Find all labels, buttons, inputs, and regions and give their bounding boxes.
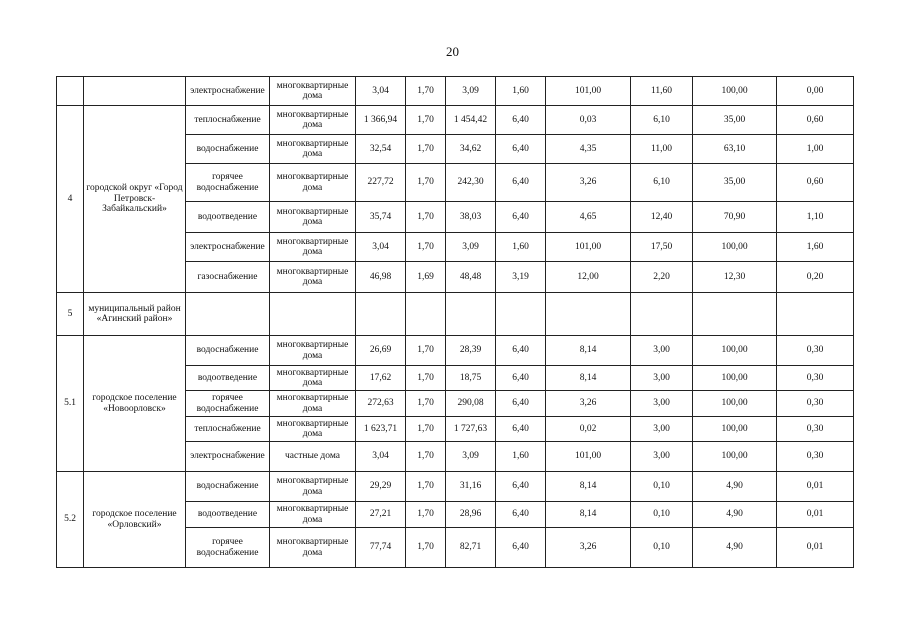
empty-cell (777, 293, 854, 336)
municipality-cell: городское поселение «Новоорловск» (84, 336, 186, 472)
value-cell: 1,10 (777, 202, 854, 233)
value-cell: 0,10 (631, 472, 693, 502)
value-cell: 29,29 (356, 472, 406, 502)
service-cell: водоотведение (186, 202, 270, 233)
value-cell: 6,10 (631, 164, 693, 202)
service-cell: водоснабжение (186, 135, 270, 164)
value-cell: 1,70 (406, 77, 446, 106)
empty-cell (693, 293, 777, 336)
page-number: 20 (446, 44, 459, 59)
value-cell: 0,03 (546, 106, 631, 135)
value-cell: 0,00 (777, 77, 854, 106)
value-cell: 101,00 (546, 233, 631, 262)
value-cell: 3,00 (631, 417, 693, 442)
value-cell: 0,30 (777, 391, 854, 417)
table-row (57, 77, 854, 106)
housing-type-cell: многоквартирные дома (270, 202, 356, 233)
value-cell: 0,20 (777, 262, 854, 293)
value-cell: 11,60 (631, 77, 693, 106)
value-cell: 3,00 (631, 366, 693, 391)
value-cell: 1,60 (496, 233, 546, 262)
value-cell: 6,40 (496, 164, 546, 202)
value-cell: 1,70 (406, 528, 446, 568)
municipality-cell (84, 77, 186, 106)
value-cell: 100,00 (693, 233, 777, 262)
value-cell: 6,40 (496, 135, 546, 164)
value-cell: 1,60 (496, 77, 546, 106)
value-cell: 35,00 (693, 106, 777, 135)
value-cell: 1,60 (777, 233, 854, 262)
row-number-cell (57, 77, 84, 106)
service-cell: газоснабжение (186, 262, 270, 293)
value-cell: 0,30 (777, 366, 854, 391)
empty-cell (356, 293, 406, 336)
value-cell: 1,70 (406, 391, 446, 417)
value-cell: 1,00 (777, 135, 854, 164)
service-cell: электроснабжение (186, 77, 270, 106)
table-row (57, 106, 854, 135)
value-cell: 1,70 (406, 366, 446, 391)
value-cell: 3,00 (631, 442, 693, 472)
service-cell: теплоснабжение (186, 106, 270, 135)
value-cell: 1,70 (406, 336, 446, 366)
service-cell: водоотведение (186, 502, 270, 528)
row-number-cell: 5.2 (57, 472, 84, 568)
value-cell: 3,04 (356, 77, 406, 106)
value-cell: 3,09 (446, 442, 496, 472)
value-cell: 1,70 (406, 233, 446, 262)
value-cell: 12,40 (631, 202, 693, 233)
value-cell: 242,30 (446, 164, 496, 202)
value-cell: 38,03 (446, 202, 496, 233)
service-cell: теплоснабжение (186, 417, 270, 442)
value-cell: 1 454,42 (446, 106, 496, 135)
value-cell: 272,63 (356, 391, 406, 417)
housing-type-cell: частные дома (270, 442, 356, 472)
value-cell: 227,72 (356, 164, 406, 202)
housing-type-cell: многоквартирные дома (270, 502, 356, 528)
value-cell: 0,30 (777, 336, 854, 366)
value-cell: 1,70 (406, 135, 446, 164)
value-cell: 0,30 (777, 442, 854, 472)
municipality-cell: городской округ «Город Петровск-Забайкальский» (84, 106, 186, 293)
value-cell: 17,62 (356, 366, 406, 391)
value-cell: 0,02 (546, 417, 631, 442)
municipality-cell: городское поселение «Орловский» (84, 472, 186, 568)
value-cell: 3,26 (546, 164, 631, 202)
value-cell: 0,01 (777, 502, 854, 528)
value-cell: 3,04 (356, 233, 406, 262)
value-cell: 290,08 (446, 391, 496, 417)
value-cell: 46,98 (356, 262, 406, 293)
value-cell: 1,60 (496, 442, 546, 472)
value-cell: 1,70 (406, 106, 446, 135)
value-cell: 4,35 (546, 135, 631, 164)
value-cell: 3,00 (631, 336, 693, 366)
value-cell: 1 623,71 (356, 417, 406, 442)
value-cell: 3,09 (446, 77, 496, 106)
table-row (57, 336, 854, 366)
value-cell: 32,54 (356, 135, 406, 164)
value-cell: 63,10 (693, 135, 777, 164)
housing-type-cell: многоквартирные дома (270, 472, 356, 502)
row-number-cell: 5.1 (57, 336, 84, 472)
housing-type-cell: многоквартирные дома (270, 164, 356, 202)
housing-type-cell: многоквартирные дома (270, 417, 356, 442)
value-cell: 1,70 (406, 442, 446, 472)
empty-cell (186, 293, 270, 336)
value-cell: 27,21 (356, 502, 406, 528)
value-cell: 1,70 (406, 417, 446, 442)
service-cell: водоснабжение (186, 336, 270, 366)
value-cell: 70,90 (693, 202, 777, 233)
value-cell: 12,30 (693, 262, 777, 293)
empty-cell (406, 293, 446, 336)
value-cell: 12,00 (546, 262, 631, 293)
value-cell: 0,60 (777, 164, 854, 202)
value-cell: 6,40 (496, 472, 546, 502)
value-cell: 100,00 (693, 417, 777, 442)
value-cell: 101,00 (546, 442, 631, 472)
row-number-cell: 4 (57, 106, 84, 293)
housing-type-cell: многоквартирные дома (270, 77, 356, 106)
value-cell: 0,10 (631, 528, 693, 568)
value-cell: 35,74 (356, 202, 406, 233)
value-cell: 77,74 (356, 528, 406, 568)
value-cell: 0,10 (631, 502, 693, 528)
value-cell: 28,39 (446, 336, 496, 366)
value-cell: 3,09 (446, 233, 496, 262)
value-cell: 18,75 (446, 366, 496, 391)
housing-type-cell: многоквартирные дома (270, 366, 356, 391)
value-cell: 35,00 (693, 164, 777, 202)
service-cell: водоотведение (186, 366, 270, 391)
value-cell: 1 366,94 (356, 106, 406, 135)
value-cell: 26,69 (356, 336, 406, 366)
value-cell: 3,19 (496, 262, 546, 293)
table-row (57, 472, 854, 502)
value-cell: 1,70 (406, 164, 446, 202)
value-cell: 1,70 (406, 472, 446, 502)
value-cell: 100,00 (693, 442, 777, 472)
value-cell: 1 727,63 (446, 417, 496, 442)
empty-cell (631, 293, 693, 336)
value-cell: 6,40 (496, 366, 546, 391)
value-cell: 8,14 (546, 366, 631, 391)
housing-type-cell: многоквартирные дома (270, 233, 356, 262)
service-cell: электроснабжение (186, 442, 270, 472)
empty-cell (270, 293, 356, 336)
value-cell: 100,00 (693, 391, 777, 417)
value-cell: 100,00 (693, 77, 777, 106)
service-cell: водоснабжение (186, 472, 270, 502)
value-cell: 0,01 (777, 472, 854, 502)
value-cell: 100,00 (693, 366, 777, 391)
value-cell: 0,30 (777, 417, 854, 442)
housing-type-cell: многоквартирные дома (270, 528, 356, 568)
value-cell: 8,14 (546, 336, 631, 366)
value-cell: 6,40 (496, 417, 546, 442)
value-cell: 17,50 (631, 233, 693, 262)
value-cell: 8,14 (546, 502, 631, 528)
value-cell: 2,20 (631, 262, 693, 293)
value-cell: 6,40 (496, 336, 546, 366)
value-cell: 34,62 (446, 135, 496, 164)
service-cell: горячее водоснабжение (186, 528, 270, 568)
value-cell: 0,60 (777, 106, 854, 135)
housing-type-cell: многоквартирные дома (270, 336, 356, 366)
value-cell: 8,14 (546, 472, 631, 502)
value-cell: 1,69 (406, 262, 446, 293)
value-cell: 3,00 (631, 391, 693, 417)
value-cell: 6,10 (631, 106, 693, 135)
value-cell: 6,40 (496, 202, 546, 233)
value-cell: 6,40 (496, 106, 546, 135)
housing-type-cell: многоквартирные дома (270, 391, 356, 417)
service-cell: горячее водоснабжение (186, 164, 270, 202)
row-number-cell: 5 (57, 293, 84, 336)
value-cell: 4,90 (693, 528, 777, 568)
empty-cell (496, 293, 546, 336)
tariff-table (56, 76, 854, 568)
value-cell: 4,90 (693, 502, 777, 528)
value-cell: 6,40 (496, 502, 546, 528)
empty-cell (446, 293, 496, 336)
value-cell: 11,00 (631, 135, 693, 164)
value-cell: 28,96 (446, 502, 496, 528)
value-cell: 0,01 (777, 528, 854, 568)
value-cell: 4,65 (546, 202, 631, 233)
value-cell: 82,71 (446, 528, 496, 568)
value-cell: 3,26 (546, 391, 631, 417)
empty-cell (546, 293, 631, 336)
housing-type-cell: многоквартирные дома (270, 135, 356, 164)
value-cell: 3,04 (356, 442, 406, 472)
value-cell: 6,40 (496, 391, 546, 417)
value-cell: 100,00 (693, 336, 777, 366)
value-cell: 1,70 (406, 502, 446, 528)
value-cell: 4,90 (693, 472, 777, 502)
value-cell: 3,26 (546, 528, 631, 568)
table-row (57, 293, 854, 336)
value-cell: 1,70 (406, 202, 446, 233)
housing-type-cell: многоквартирные дома (270, 262, 356, 293)
value-cell: 31,16 (446, 472, 496, 502)
municipality-cell: муниципальный район «Агинский район» (84, 293, 186, 336)
housing-type-cell: многоквартирные дома (270, 106, 356, 135)
service-cell: горячее водоснабжение (186, 391, 270, 417)
value-cell: 101,00 (546, 77, 631, 106)
value-cell: 48,48 (446, 262, 496, 293)
value-cell: 6,40 (496, 528, 546, 568)
service-cell: электроснабжение (186, 233, 270, 262)
